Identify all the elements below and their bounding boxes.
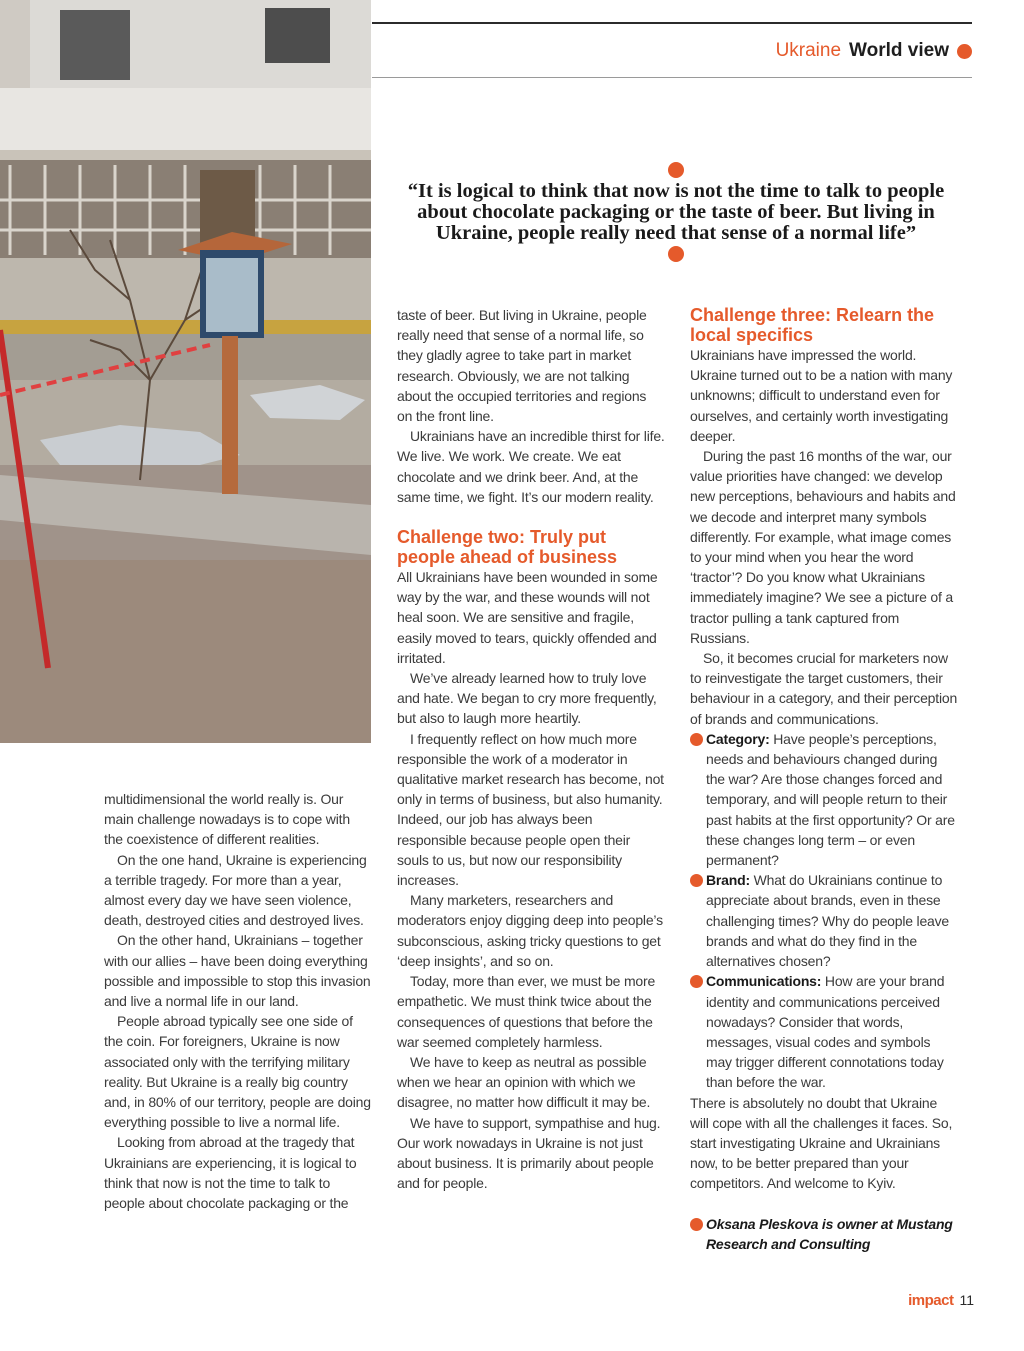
article-column-2 (397, 305, 665, 1193)
war-damage-photo (0, 0, 371, 743)
author-credit (690, 1214, 958, 1254)
article-column-1 (104, 789, 372, 1213)
pull-quote (384, 162, 968, 262)
bullet-body: What do Ukrainians continue to appreciate about brands, even in these challenging times? Why do people leave brands and what do they find in the alternatives chosen? (706, 872, 949, 970)
paragraph: On the one hand, Ukraine is experiencing a terrible tragedy. For more than a year, almost every day we have seen violence, death, destroyed cities and destroyed lives. (104, 851, 367, 929)
pull-quote-line: Ukraine, people really need that sense of a normal life” (435, 222, 917, 244)
paragraph: People abroad typically see one side of the coin. For foreigners, Ukraine is now associated only with the terrifying military reality. But Ukraine is a really big country and, in 80% of our territory, people are doing everything possible to live a normal life. (104, 1013, 371, 1131)
paragraph: During the past 16 months of the war, our value priorities have changed: we develop new perceptions, behaviours and habits and we decode and interpret many symbols differently. For example, what image comes to your mind when you hear the word ‘tractor’? Do you know what Ukrainians immediately imagine? We see a picture of a tractor pulling a tank captured from Russians. (690, 448, 956, 646)
paragraph: Many marketers, researchers and moderators enjoy digging deep into people’s subconscious, asking tricky questions to get ‘deep insights’, and so on. (397, 892, 663, 969)
paragraph: Looking from abroad at the tragedy that Ukrainians are experiencing, it is logical to think that now is not the time to talk to people about chocolate packaging or the (104, 1134, 357, 1212)
section-header (776, 40, 972, 62)
quote-bottom-dot-icon (668, 246, 684, 262)
pull-quote-line: “It is logical to think that now is not the time to talk to people (407, 180, 945, 202)
bullet-category (690, 729, 958, 870)
pull-quote-line: about chocolate packaging or the taste of beer. But living in (417, 201, 935, 223)
paragraph: We’ve already learned how to truly love and hate. We began to cry more frequently, but also to laugh more heartily. (397, 670, 657, 727)
bullet-label: Communications: (706, 973, 822, 990)
paragraph: So, it becomes crucial for marketers now to reinvestigate the target customers, their behaviour in a category, and their perception of brands and communications. (690, 650, 958, 727)
paragraph: We have to support, sympathise and hug. Our work nowadays in Ukraine is not just about business. It is primarily about people and for people. (397, 1114, 661, 1192)
bullet-text (706, 729, 958, 870)
subheading-challenge-three: Challenge three: Relearn the local specifics (690, 305, 935, 345)
page-number: 11 (959, 1292, 974, 1308)
paragraph: Today, more than ever, we must be more empathetic. We must think twice about the consequences of questions that before the war seemed completely harmless. (397, 973, 656, 1050)
paragraph: Ukrainians have impressed the world. Ukraine turned out to be a nation with many unknowns; difficult to understand even for ourselves, and certainly worth investigating deeper. (690, 347, 953, 444)
author-text: Oksana Pleskova is owner at Mustang Research and Consulting (706, 1215, 953, 1252)
bullet-communications (690, 971, 958, 1092)
header-bottom-rule (372, 77, 972, 78)
bullet-label: Category: (706, 730, 770, 747)
paragraph: multidimensional the world really is. Our main challenge nowadays is to cope with the coexistence of different realities. (104, 791, 350, 848)
bullet-text (706, 870, 958, 971)
bullet-dot-icon (690, 733, 703, 746)
bullet-dot-icon (690, 975, 703, 988)
article-column-3 (690, 305, 958, 1254)
bullet-text (706, 971, 958, 1092)
bullet-body: How are your brand identity and communications perceived nowadays? Consider that words, messages, visual codes and symbols may trigger different connotations today than before the war. (706, 973, 945, 1091)
paragraph: All Ukrainians have been wounded in some way by the war, and these wounds will not heal soon. We are sensitive and fragile, easily moved to tears, quickly offended and irritated. (397, 569, 658, 666)
bullet-body: Have people’s perceptions, needs and behaviours changed during the war? Are those changes forced and temporary, and will people return to their past habits at the first opportunity? Or are these changes long term – or even permanent? (706, 730, 955, 869)
bullet-label: Brand: (706, 872, 750, 889)
paragraph: We have to keep as neutral as possible when we hear an opinion with which we disagree, no matter how difficult it may be. (397, 1053, 651, 1111)
quote-top-dot-icon (668, 162, 684, 178)
header-section: World view (849, 40, 949, 61)
paragraph: There is absolutely no doubt that Ukraine will cope with all the challenges it faces. So, start investigating Ukraine and Ukrainians now, to be better prepared than your competitors. And welcome to Kyiv. (690, 1094, 953, 1192)
subheading-challenge-two: Challenge two: Truly put people ahead of business (397, 527, 618, 568)
paragraph: I frequently reflect on how much more responsible the work of a moderator in qualitative market research has become, not only in terms of business, but also humanity. Indeed, our job has always been responsible because people open their souls to us, but now our responsibility increases. (397, 730, 664, 889)
paragraph: On the other hand, Ukrainians – together with our allies – have been doing everything possible and impossible to stop this invasion and live a normal life in our land. (104, 932, 371, 1010)
paragraph: taste of beer. But living in Ukraine, people really need that sense of a normal life, so they gladly agree to take part in market research. Obviously, we are not talking about the occupied territories and regions on the front line. (397, 307, 647, 425)
bullet-dot-icon (690, 874, 703, 887)
header-dot-icon (957, 44, 972, 59)
pull-quote-text (384, 181, 968, 244)
author-dot-icon (690, 1218, 703, 1231)
page-footer (908, 1292, 974, 1309)
header-country: Ukraine (775, 40, 842, 61)
bullet-brand (690, 870, 958, 971)
paragraph: Ukrainians have an incredible thirst for life. We live. We work. We create. We eat chocolate and we drink beer. And, at the same time, we fight. It’s our modern reality. (397, 428, 665, 505)
header-top-rule (372, 22, 972, 24)
magazine-brand-logo: impact (908, 1292, 954, 1309)
